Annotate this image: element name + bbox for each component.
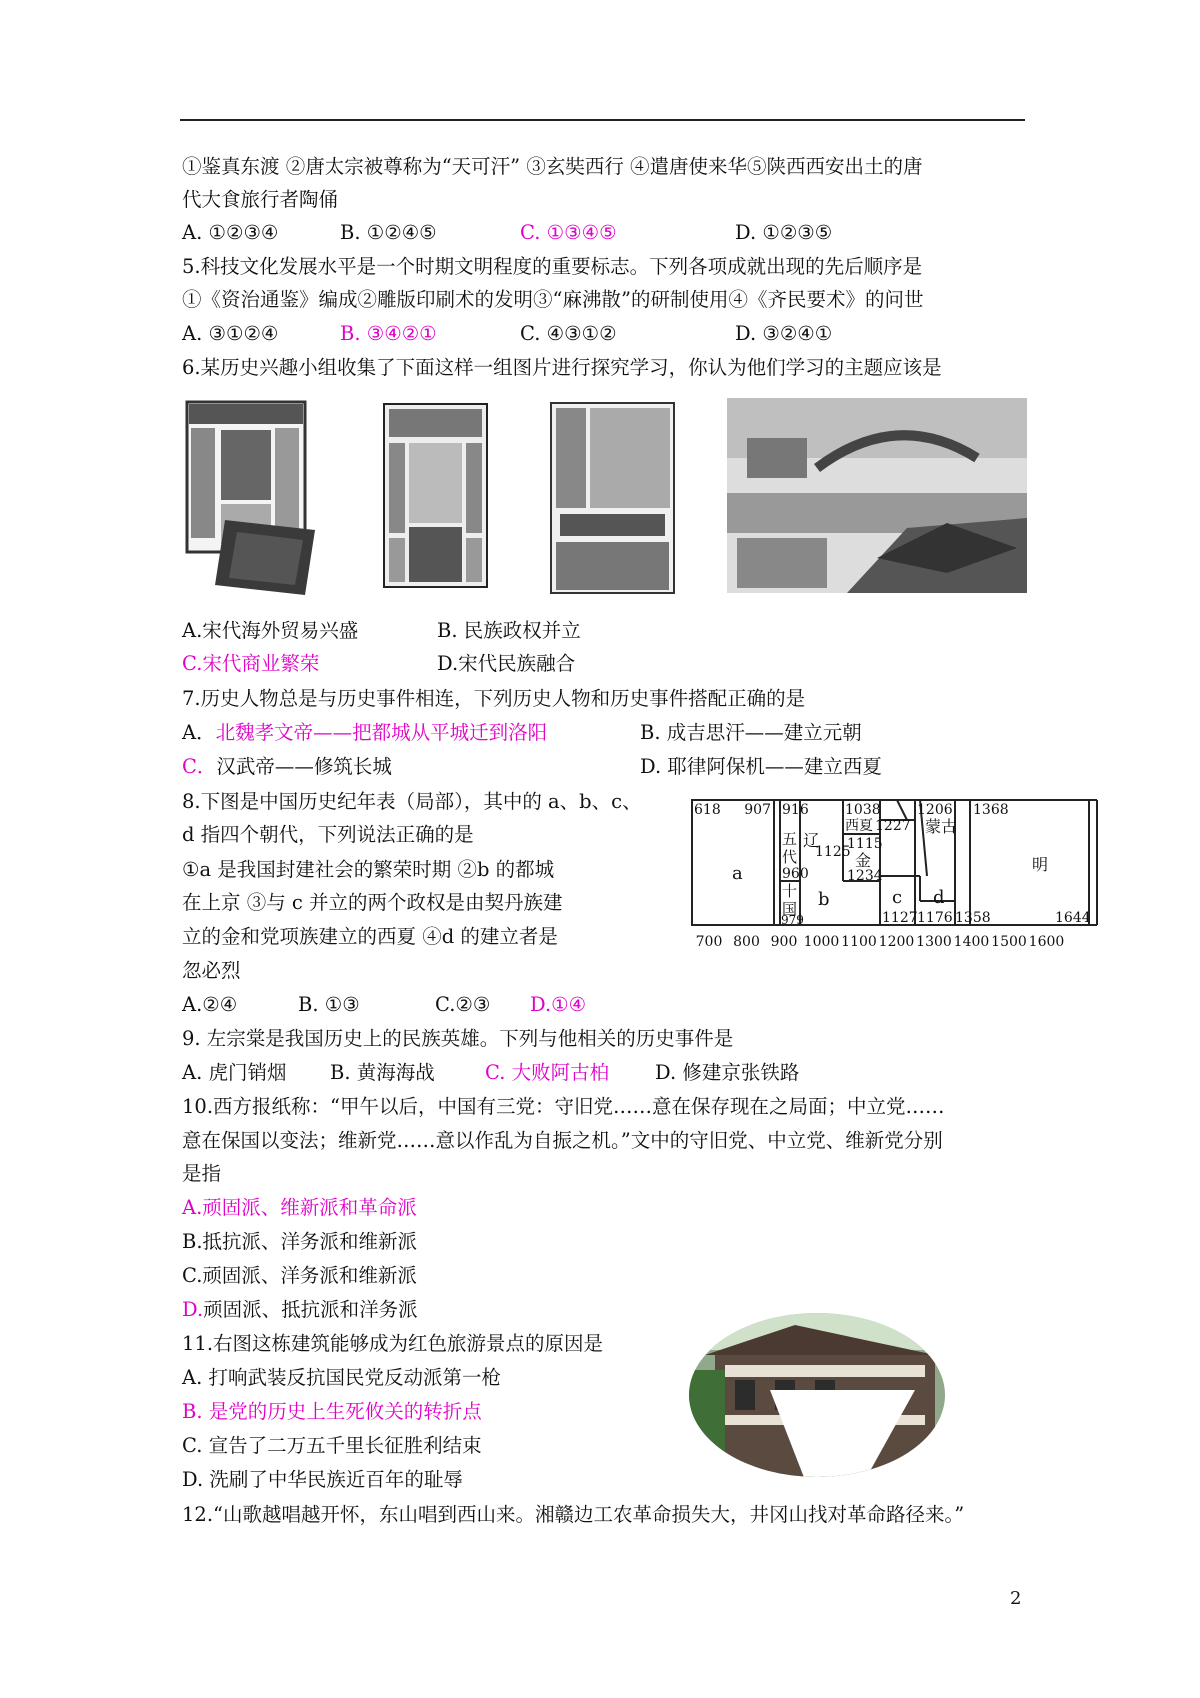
header-rule	[180, 119, 1025, 121]
chart-label: 1038	[845, 802, 881, 818]
chart-label: c	[892, 887, 903, 908]
page-number: 2	[1010, 1588, 1022, 1609]
qingming-painting-image	[727, 398, 1027, 593]
chart-label: b	[818, 889, 830, 910]
chart-label: 907	[744, 802, 771, 818]
q8-line2: d 指四个朝代，下列说法正确的是	[182, 823, 474, 846]
chart-label: a	[732, 863, 743, 884]
chart-label: 916	[782, 802, 809, 818]
q8-option-d: D.①④	[530, 993, 587, 1016]
axis-tick-label: 1300	[916, 934, 952, 950]
axis-tick-label: 1200	[878, 934, 915, 950]
chart-label: 金	[855, 851, 872, 870]
q6-option-a: A.宋代海外贸易兴盛	[182, 619, 359, 642]
chart-label: 明	[1032, 855, 1049, 874]
chart-label: 1127	[882, 910, 918, 926]
q8-line3: ①a 是我国封建社会的繁荣时期 ②b 的都城	[182, 858, 555, 881]
chart-label: 1644	[1055, 910, 1091, 926]
q11-option-c: C. 宣告了二万五千里长征胜利结束	[182, 1434, 482, 1457]
chart-label: 979	[781, 913, 804, 927]
q5-option-b: B. ③④②①	[340, 322, 437, 345]
chart-label: 十	[782, 882, 798, 900]
chart-label: d	[933, 887, 945, 908]
q5-option-a: A. ③①②④	[182, 322, 279, 345]
q9-stem: 9. 左宗棠是我国历史上的民族英雄。下列与他相关的历史事件是	[182, 1027, 734, 1050]
q4-option-d: D. ①②③⑤	[735, 221, 833, 244]
paper-money-plate-image	[550, 402, 675, 594]
q6-option-b: B. 民族政权并立	[437, 619, 581, 642]
q7-stem: 7.历史人物总是与历史事件相连，下列历史人物和历史事件搭配正确的是	[182, 687, 806, 710]
chart-label: 1368	[973, 802, 1009, 818]
q4-option-a: A. ①②③④	[182, 221, 279, 244]
q4-line1: ①鉴真东渡 ②唐太宗被尊称为“天可汗” ③玄奘西行 ④遣唐使来华⑤陕西西安出土的唐	[182, 155, 923, 178]
q5-items: ①《资治通鉴》编成②雕版印刷术的发明③“麻沸散”的研制使用④《齐民要术》的问世	[182, 288, 924, 311]
axis-tick-label: 700	[695, 934, 723, 950]
q5-stem: 5.科技文化发展水平是一个时期文明程度的重要标志。下列各项成就出现的先后顺序是	[182, 255, 923, 278]
q11-option-a: A. 打响武装反抗国民党反动派第一枪	[182, 1366, 501, 1389]
q8-option-b: B. ①③	[298, 993, 360, 1016]
q8-option-a: A.②④	[182, 993, 238, 1016]
q8-line1: 8.下图是中国历史纪年表（局部），其中的 a、b、c、	[182, 790, 642, 813]
axis-tick-label: 1500	[991, 934, 1027, 950]
q5-option-d: D. ③②④①	[735, 322, 833, 345]
chart-label: 1125	[815, 844, 851, 860]
q8-line5: 立的金和党项族建立的西夏 ④d 的建立者是	[182, 925, 558, 948]
q11-stem: 11.右图这栋建筑能够成为红色旅游景点的原因是	[182, 1332, 604, 1355]
q7-option-b: B. 成吉思汗——建立元朝	[640, 721, 862, 744]
q10-option-d: D.顽固派、抵抗派和洋务派	[182, 1298, 418, 1321]
chart-label: 西夏	[845, 818, 873, 834]
q9-option-c: C. 大败阿古柏	[485, 1061, 610, 1084]
zunyi-building-image	[685, 1310, 950, 1480]
q12-stem: 12.“山歌越唱越开怀，东山唱到西山来。湘赣边工农革命损失大，井冈山找对革命路径来。”	[182, 1503, 965, 1526]
q6-stem: 6.某历史兴趣小组收集了下面这样一组图片进行探究学习，你认为他们学习的主题应该是	[182, 356, 942, 379]
chart-label: 960	[782, 866, 809, 882]
q4-option-c: C. ①③④⑤	[520, 221, 617, 244]
q10-line1: 10.西方报纸称：“甲午以后，中国有三党：守旧党……意在保存现在之局面；中立党……	[182, 1095, 945, 1118]
q7-option-c: C．汉武帝——修筑长城	[182, 755, 392, 778]
jiaozi-print-image	[185, 400, 325, 595]
q8-option-c: C.②③	[435, 993, 491, 1016]
q7-option-d: D. 耶律阿保机——建立西夏	[640, 755, 882, 778]
chart-label: 蒙古	[925, 817, 958, 836]
q4-option-b: B. ①②④⑤	[340, 221, 437, 244]
chart-label: 1234	[847, 868, 883, 884]
q9-option-d: D. 修建京张铁路	[655, 1061, 800, 1084]
chronology-chart	[685, 796, 1115, 956]
chart-label: 代	[782, 848, 798, 866]
huizi-print-image	[383, 403, 488, 588]
q8-line4: 在上京 ③与 c 并立的两个政权是由契丹族建	[182, 891, 563, 914]
axis-tick-label: 1400	[953, 934, 990, 950]
chart-label: 辽	[803, 831, 820, 850]
q9-option-b: B. 黄海海战	[330, 1061, 435, 1084]
q7-option-a: A．北魏孝文帝——把都城从平城迁到洛阳	[182, 721, 548, 744]
chart-label: 1227	[875, 818, 911, 834]
axis-tick-label: 1600	[1028, 934, 1065, 950]
q4-line2: 代大食旅行者陶俑	[182, 188, 339, 211]
q9-option-a: A. 虎门销烟	[182, 1061, 287, 1084]
q6-option-d: D.宋代民族融合	[437, 652, 576, 675]
q10-option-b: B.抵抗派、洋务派和维新派	[182, 1230, 418, 1253]
axis-tick-label: 1100	[841, 934, 877, 950]
q11-option-b: B. 是党的历史上生死攸关的转折点	[182, 1400, 482, 1423]
chart-label: 1206	[917, 802, 953, 818]
q10-line3: 是指	[182, 1162, 222, 1185]
chart-label: 国	[782, 900, 798, 918]
axis-tick-label: 800	[733, 934, 760, 950]
chart-label: 1176	[917, 910, 953, 926]
q10-line2: 意在保国以变法；维新党……意以作乱为自振之机。”文中的守旧党、中立党、维新党分别	[182, 1129, 943, 1152]
axis-tick-label: 900	[770, 934, 798, 950]
axis-tick-label: 1000	[803, 934, 840, 950]
q5-option-c: C. ④③①②	[520, 322, 617, 345]
q6-option-c: C.宋代商业繁荣	[182, 652, 320, 675]
chart-label: 五	[782, 830, 798, 848]
chart-label: 1358	[955, 910, 991, 926]
q10-option-a: A.顽固派、维新派和革命派	[182, 1196, 417, 1219]
q8-line6: 忽必烈	[182, 959, 241, 982]
chart-label: 1115	[847, 836, 883, 852]
chart-label: 618	[694, 802, 721, 818]
q11-option-d: D. 洗刷了中华民族近百年的耻辱	[182, 1468, 463, 1491]
q10-option-c: C.顽固派、洋务派和维新派	[182, 1264, 417, 1287]
